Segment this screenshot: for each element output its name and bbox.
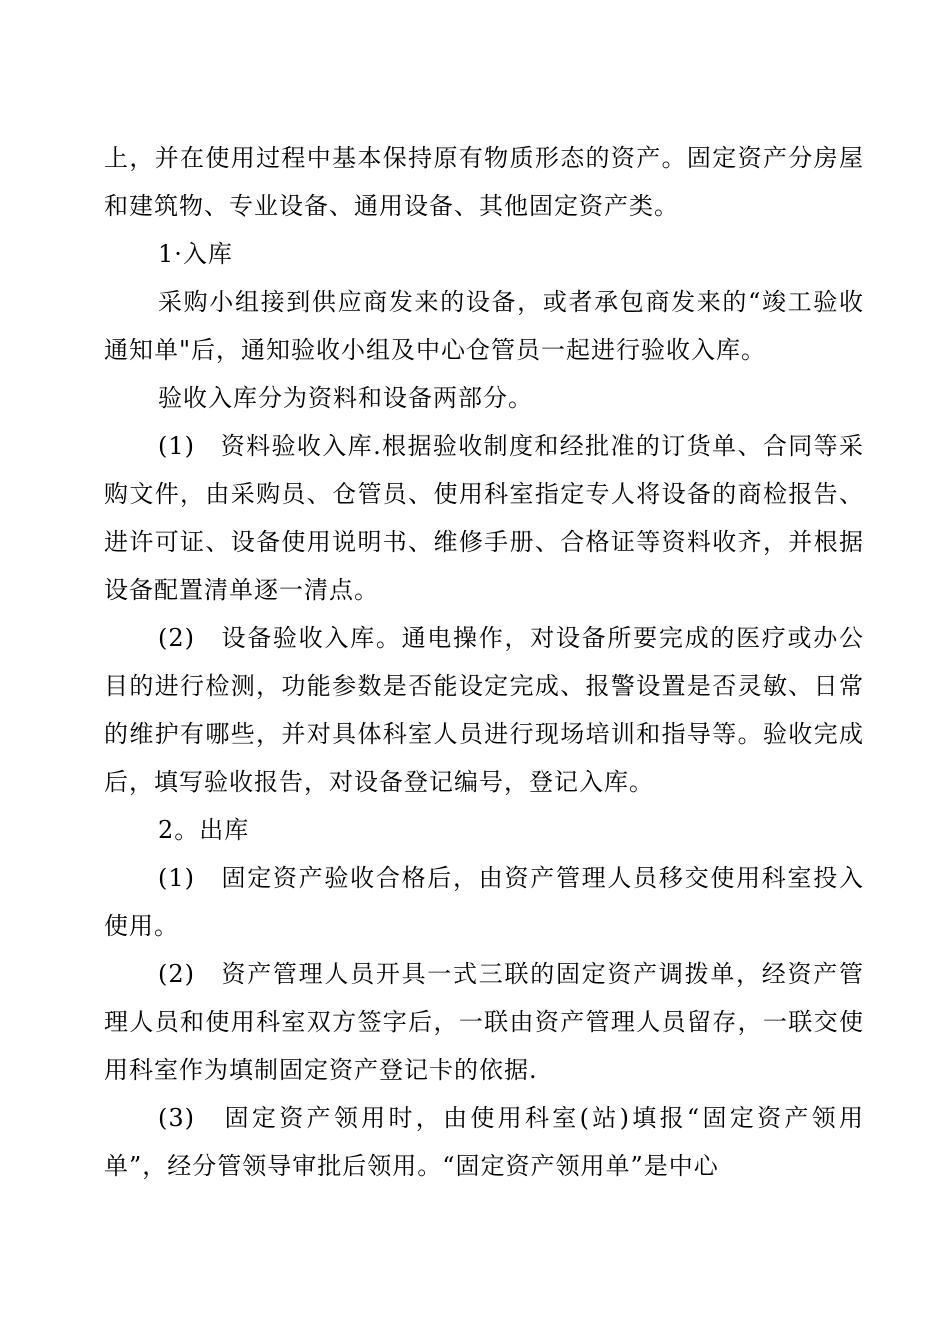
- paragraph-line: 购文件，由采购员、仓管员、使用科室指定专人将设备的商检报告、: [104, 480, 864, 508]
- paragraph-line: 采购小组接到供应商发来的设备，或者承包商发来的“竣工验收: [158, 288, 864, 316]
- paragraph-line: (3) 固定资产领用时，由使用科室(站)填报“固定资产领用: [158, 1104, 864, 1132]
- section-heading: 2。出库: [158, 816, 250, 844]
- paragraph-line: 单”，经分管领导审批后领用。“固定资产领用单”是中心: [104, 1152, 719, 1180]
- paragraph-line: 目的进行检测，功能参数是否能设定完成、报警设置是否灵敏、日常: [104, 672, 864, 700]
- paragraph-line: 进许可证、设备使用说明书、维修手册、合格证等资料收齐，并根据: [104, 528, 864, 556]
- paragraph-line: (1) 资料验收入库.根据验收制度和经批准的订货单、合同等采: [158, 432, 864, 460]
- paragraph-line: (2) 资产管理人员开具一式三联的固定资产调拨单，经资产管: [158, 960, 864, 988]
- paragraph-line: 理人员和使用科室双方签字后，一联由资产管理人员留存，一联交使: [104, 1008, 864, 1036]
- paragraph-line: 用科室作为填制固定资产登记卡的依据.: [104, 1056, 538, 1084]
- paragraph-line: 设备配置清单逐一清点。: [104, 576, 379, 604]
- paragraph-line: 使用。: [104, 912, 179, 940]
- paragraph-line: 的维护有哪些，并对具体科室人员进行现场培训和指导等。验收完成: [104, 720, 864, 748]
- paragraph-line: 和建筑物、专业设备、通用设备、其他固定资产类。: [104, 192, 679, 220]
- paragraph-line: 上，并在使用过程中基本保持原有物质形态的资产。固定资产分房屋: [104, 144, 864, 172]
- paragraph-line: 后，填写验收报告，对设备登记编号，登记入库。: [104, 768, 654, 796]
- paragraph-line: 验收入库分为资料和设备两部分。: [158, 384, 533, 412]
- paragraph-line: (1) 固定资产验收合格后，由资产管理人员移交使用科室投入: [158, 864, 864, 892]
- paragraph-line: 通知单"后，通知验收小组及中心仓管员一起进行验收入库。: [104, 336, 767, 364]
- paragraph-line: (2) 设备验收入库。通电操作，对设备所要完成的医疗或办公: [158, 624, 864, 652]
- section-heading: 1·入库: [158, 240, 233, 268]
